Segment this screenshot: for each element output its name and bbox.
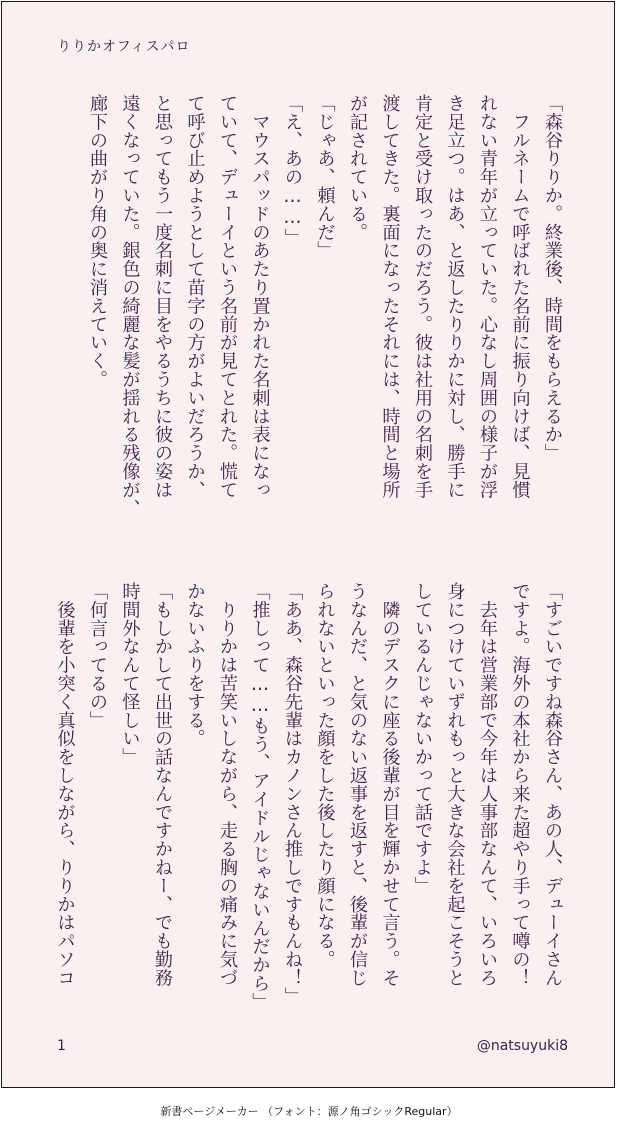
text-line: 隣のデスクに座る後輩が目を輝かせて言う。そ [379,582,401,987]
text-line: 「もしかして出世の話なんですかねー、でも勤務 [152,582,173,987]
text-line: が記されている。 [347,94,368,242]
text-line: 「推しって……もう、アイドルじゃないんだから」 [249,582,271,1011]
text-line: りりかは苦笑いしながら、走る胸の痛みに気づ [217,582,238,987]
author-handle: @natsuyuki8 [476,1038,568,1054]
text-line: 渡してきた。裏面になったそれには、時間と場所 [379,94,401,499]
text-line: 時間外なんて怪しい」 [119,582,141,766]
text-line: 「何言ってるの」 [87,582,108,730]
text-block-bottom [48,582,568,1032]
text-line: られないといった顔をした後したり顔になる。 [314,582,336,969]
text-line: 「ああ、森谷先輩はカノンさん推しですもんね！」 [282,582,303,1006]
text-line: て呼び止めようとして苗字の方がよいだろうか、 [184,94,206,499]
text-line: かないふりをする。 [184,582,206,748]
text-line: 後輩を小突く真似をしながら、りりかはパソコ [54,582,76,987]
text-line: 遠くなっていた。銀色の綺麗な髪が揺れる残像が、 [119,94,141,518]
text-line: ていて、デューイという名前が見てとれた。慌て [217,94,238,499]
text-line: 「すごいですね森谷さん、あの人、デューイさん [542,582,563,987]
text-line: 身につけていずれもっと大きな会社を起こそうと [444,582,466,987]
text-block-top [81,94,569,544]
page-header-title: りりかオフィスパロ [57,39,191,55]
text-line: しているんじゃないかって話ですよ」 [412,582,433,895]
text-line: ですよ。海外の本社から来た超やり手って噂の！ [509,582,531,987]
text-line: 廊下の曲がり角の奥に消えていく。 [87,94,108,389]
text-line: 「じゃあ、頼んだ」 [314,94,336,260]
text-line: 「え、あの……」 [282,94,303,247]
novel-page [1,1,615,1088]
text-line: と思ってもう一度名刺に目をやるうちに彼の姿は [152,94,173,499]
text-line: マウスパッドのあたり置かれた名刺は表になっ [249,94,271,499]
text-line: き足立つ。はあ、と返したりりかに対し、勝手に [444,94,466,499]
text-line: うなんだ、と気のない返事を返すと、後輩が信じ [347,582,368,987]
text-line: れない青年が立っていた。心なし周囲の様子が浮 [477,94,498,499]
page-number: 1 [57,1038,66,1054]
text-line: フルネームで呼ばれた名前に振り向けば、見慣 [509,94,531,499]
text-line: 去年は営業部で今年は人事部なんて、いろいろ [477,582,498,987]
text-line: 肯定と受け取ったのだろう。彼は社用の名刺を手 [412,94,433,499]
text-line: 「森谷りりか。終業後、時間をもらえるか」 [542,94,563,462]
generator-caption: 新書ページメーカー （フォント：源ノ角ゴシックRegular） [160,1105,458,1118]
